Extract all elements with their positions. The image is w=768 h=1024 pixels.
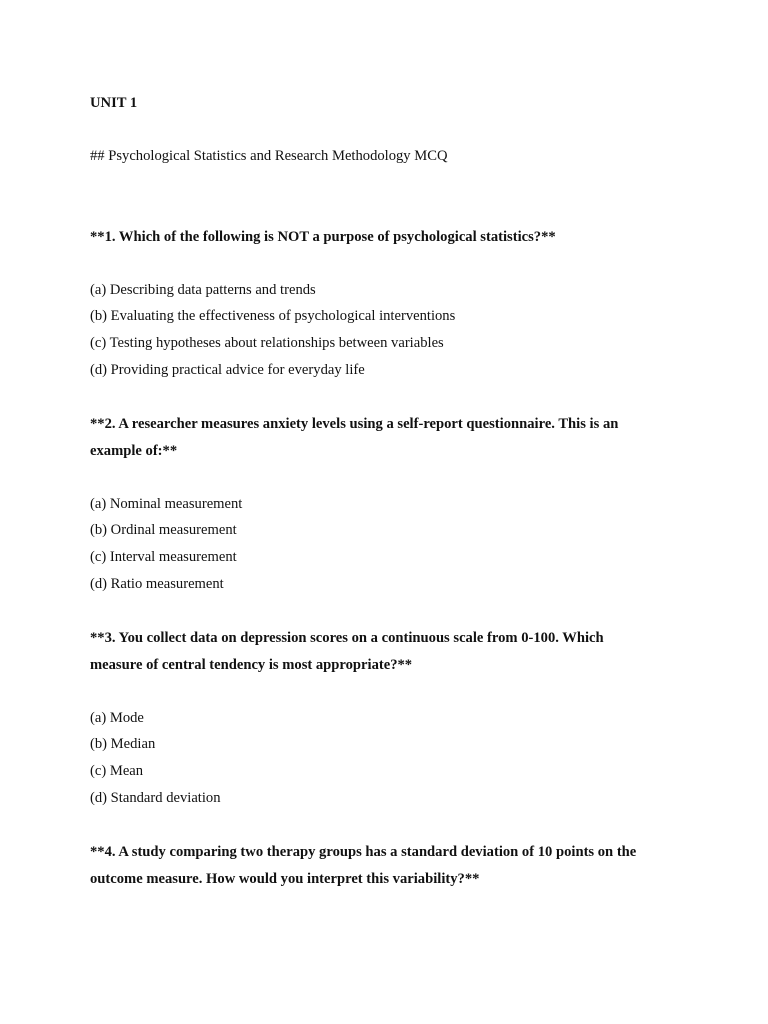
question-3-option-c: (c) Mean	[90, 763, 144, 779]
question-1-option-d: (d) Providing practical advice for everyday life	[90, 362, 365, 378]
question-1-text: **1. Which of the following is NOT a purpose of psychological statistics?**	[90, 229, 556, 245]
question-2-text-line-2: example of:**	[90, 443, 178, 459]
document-subtitle: ## Psychological Statistics and Research Methodology MCQ	[90, 148, 448, 164]
question-2-option-c: (c) Interval measurement	[90, 549, 237, 565]
question-1-option-a: (a) Describing data patterns and trends	[90, 282, 316, 298]
question-3-option-b: (b) Median	[90, 736, 156, 752]
question-3-text-line-2: measure of central tendency is most appropriate?**	[90, 657, 413, 673]
question-3-text-line-1: **3. You collect data on depression scores on a continuous scale from 0-100. Which	[90, 630, 604, 646]
question-1-option-c: (c) Testing hypotheses about relationships between variables	[90, 335, 444, 351]
question-4-text-line-1: **4. A study comparing two therapy groups has a standard deviation of 10 points on the	[90, 844, 637, 860]
question-3-option-d: (d) Standard deviation	[90, 790, 221, 806]
question-2-text-line-1: **2. A researcher measures anxiety levels using a self-report questionnaire. This is an	[90, 416, 619, 432]
question-2-option-b: (b) Ordinal measurement	[90, 522, 237, 538]
question-2-option-d: (d) Ratio measurement	[90, 576, 224, 592]
question-4-text-line-2: outcome measure. How would you interpret this variability?**	[90, 871, 480, 887]
question-1-option-b: (b) Evaluating the effectiveness of psychological interventions	[90, 308, 456, 324]
unit-title: UNIT 1	[90, 95, 138, 111]
question-3-option-a: (a) Mode	[90, 710, 144, 726]
question-2-option-a: (a) Nominal measurement	[90, 496, 243, 512]
